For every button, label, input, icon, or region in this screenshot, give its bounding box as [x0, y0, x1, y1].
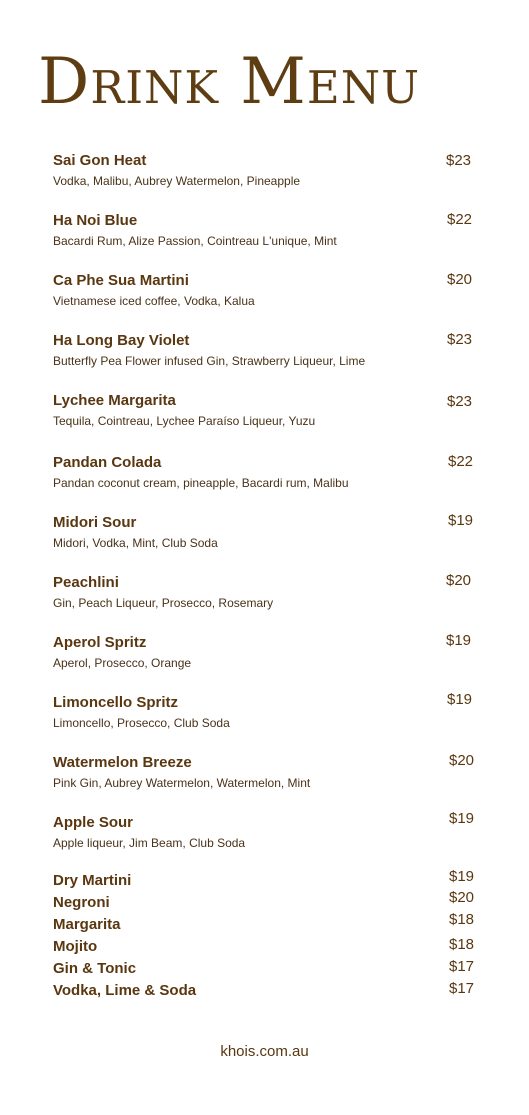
- item-description: Vietnamese iced coffee, Vodka, Kalua: [53, 294, 255, 308]
- item-name: Peachlini: [53, 574, 119, 591]
- item-price: $20: [447, 271, 473, 288]
- item-description: Bacardi Rum, Alize Passion, Cointreau L'unique, Mint: [53, 234, 337, 248]
- classic-item-price: $18: [449, 936, 475, 953]
- menu-item: [53, 454, 473, 491]
- item-description: Pandan coconut cream, pineapple, Bacardi rum, Malibu: [53, 476, 349, 490]
- item-name: Sai Gon Heat: [53, 152, 147, 169]
- classic-item-name: Negroni: [53, 894, 110, 911]
- item-name: Midori Sour: [53, 514, 137, 531]
- item-description: Midori, Vodka, Mint, Club Soda: [53, 536, 218, 550]
- classic-item-name: Vodka, Lime & Soda: [53, 982, 197, 999]
- item-description: Butterfly Pea Flower infused Gin, Strawberry Liqueur, Lime: [53, 354, 366, 368]
- item-name: Ha Noi Blue: [53, 212, 138, 229]
- item-price: $19: [446, 632, 472, 649]
- item-name: Apple Sour: [53, 814, 134, 831]
- classic-item-name: Dry Martini: [53, 872, 132, 889]
- classic-item-price: $19: [449, 868, 475, 885]
- item-price: $20: [446, 572, 472, 589]
- item-price: $20: [449, 752, 475, 769]
- menu-item: [53, 212, 473, 249]
- item-price: $19: [447, 691, 473, 708]
- menu-item: [53, 634, 473, 671]
- item-description: Vodka, Malibu, Aubrey Watermelon, Pineapple: [53, 174, 301, 188]
- item-price: $22: [448, 453, 474, 470]
- menu-item: [53, 332, 473, 369]
- classic-item-name: Gin & Tonic: [53, 960, 137, 977]
- classic-item-price: $17: [449, 958, 475, 975]
- item-name: Ha Long Bay Violet: [53, 332, 190, 349]
- classic-item-name: Mojito: [53, 938, 98, 955]
- item-price: $23: [447, 393, 473, 410]
- item-description: Apple liqueur, Jim Beam, Club Soda: [53, 836, 246, 850]
- classic-item-price: $18: [449, 911, 475, 928]
- item-price: $23: [446, 152, 472, 169]
- item-name: Lychee Margarita: [53, 392, 176, 409]
- classic-item-price: $20: [449, 889, 475, 906]
- item-name: Watermelon Breeze: [53, 754, 192, 771]
- menu-title: Drink Menu: [38, 45, 420, 119]
- menu-item: [53, 152, 473, 189]
- item-name: Aperol Spritz: [53, 634, 147, 651]
- item-price: $23: [447, 331, 473, 348]
- item-price: $19: [448, 512, 474, 529]
- classic-item-price: $17: [449, 980, 475, 997]
- item-price: $19: [449, 810, 475, 827]
- item-description: Aperol, Prosecco, Orange: [53, 656, 192, 670]
- menu-item: [53, 754, 473, 791]
- menu-item: [53, 574, 473, 611]
- menu-item: [53, 814, 473, 851]
- item-description: Pink Gin, Aubrey Watermelon, Watermelon, Mint: [53, 776, 311, 790]
- menu-item: [53, 694, 473, 731]
- item-name: Pandan Colada: [53, 454, 162, 471]
- item-description: Gin, Peach Liqueur, Prosecco, Rosemary: [53, 596, 274, 610]
- classic-item-name: Margarita: [53, 916, 121, 933]
- item-price: $22: [447, 211, 473, 228]
- item-name: Limoncello Spritz: [53, 694, 179, 711]
- menu-item: [53, 272, 473, 309]
- item-description: Tequila, Cointreau, Lychee Paraíso Liqueur, Yuzu: [53, 414, 316, 428]
- menu-item: [53, 514, 473, 551]
- website-link[interactable]: khois.com.au: [220, 1043, 309, 1060]
- item-description: Limoncello, Prosecco, Club Soda: [53, 716, 230, 730]
- item-name: Ca Phe Sua Martini: [53, 272, 189, 289]
- menu-item: [53, 392, 473, 429]
